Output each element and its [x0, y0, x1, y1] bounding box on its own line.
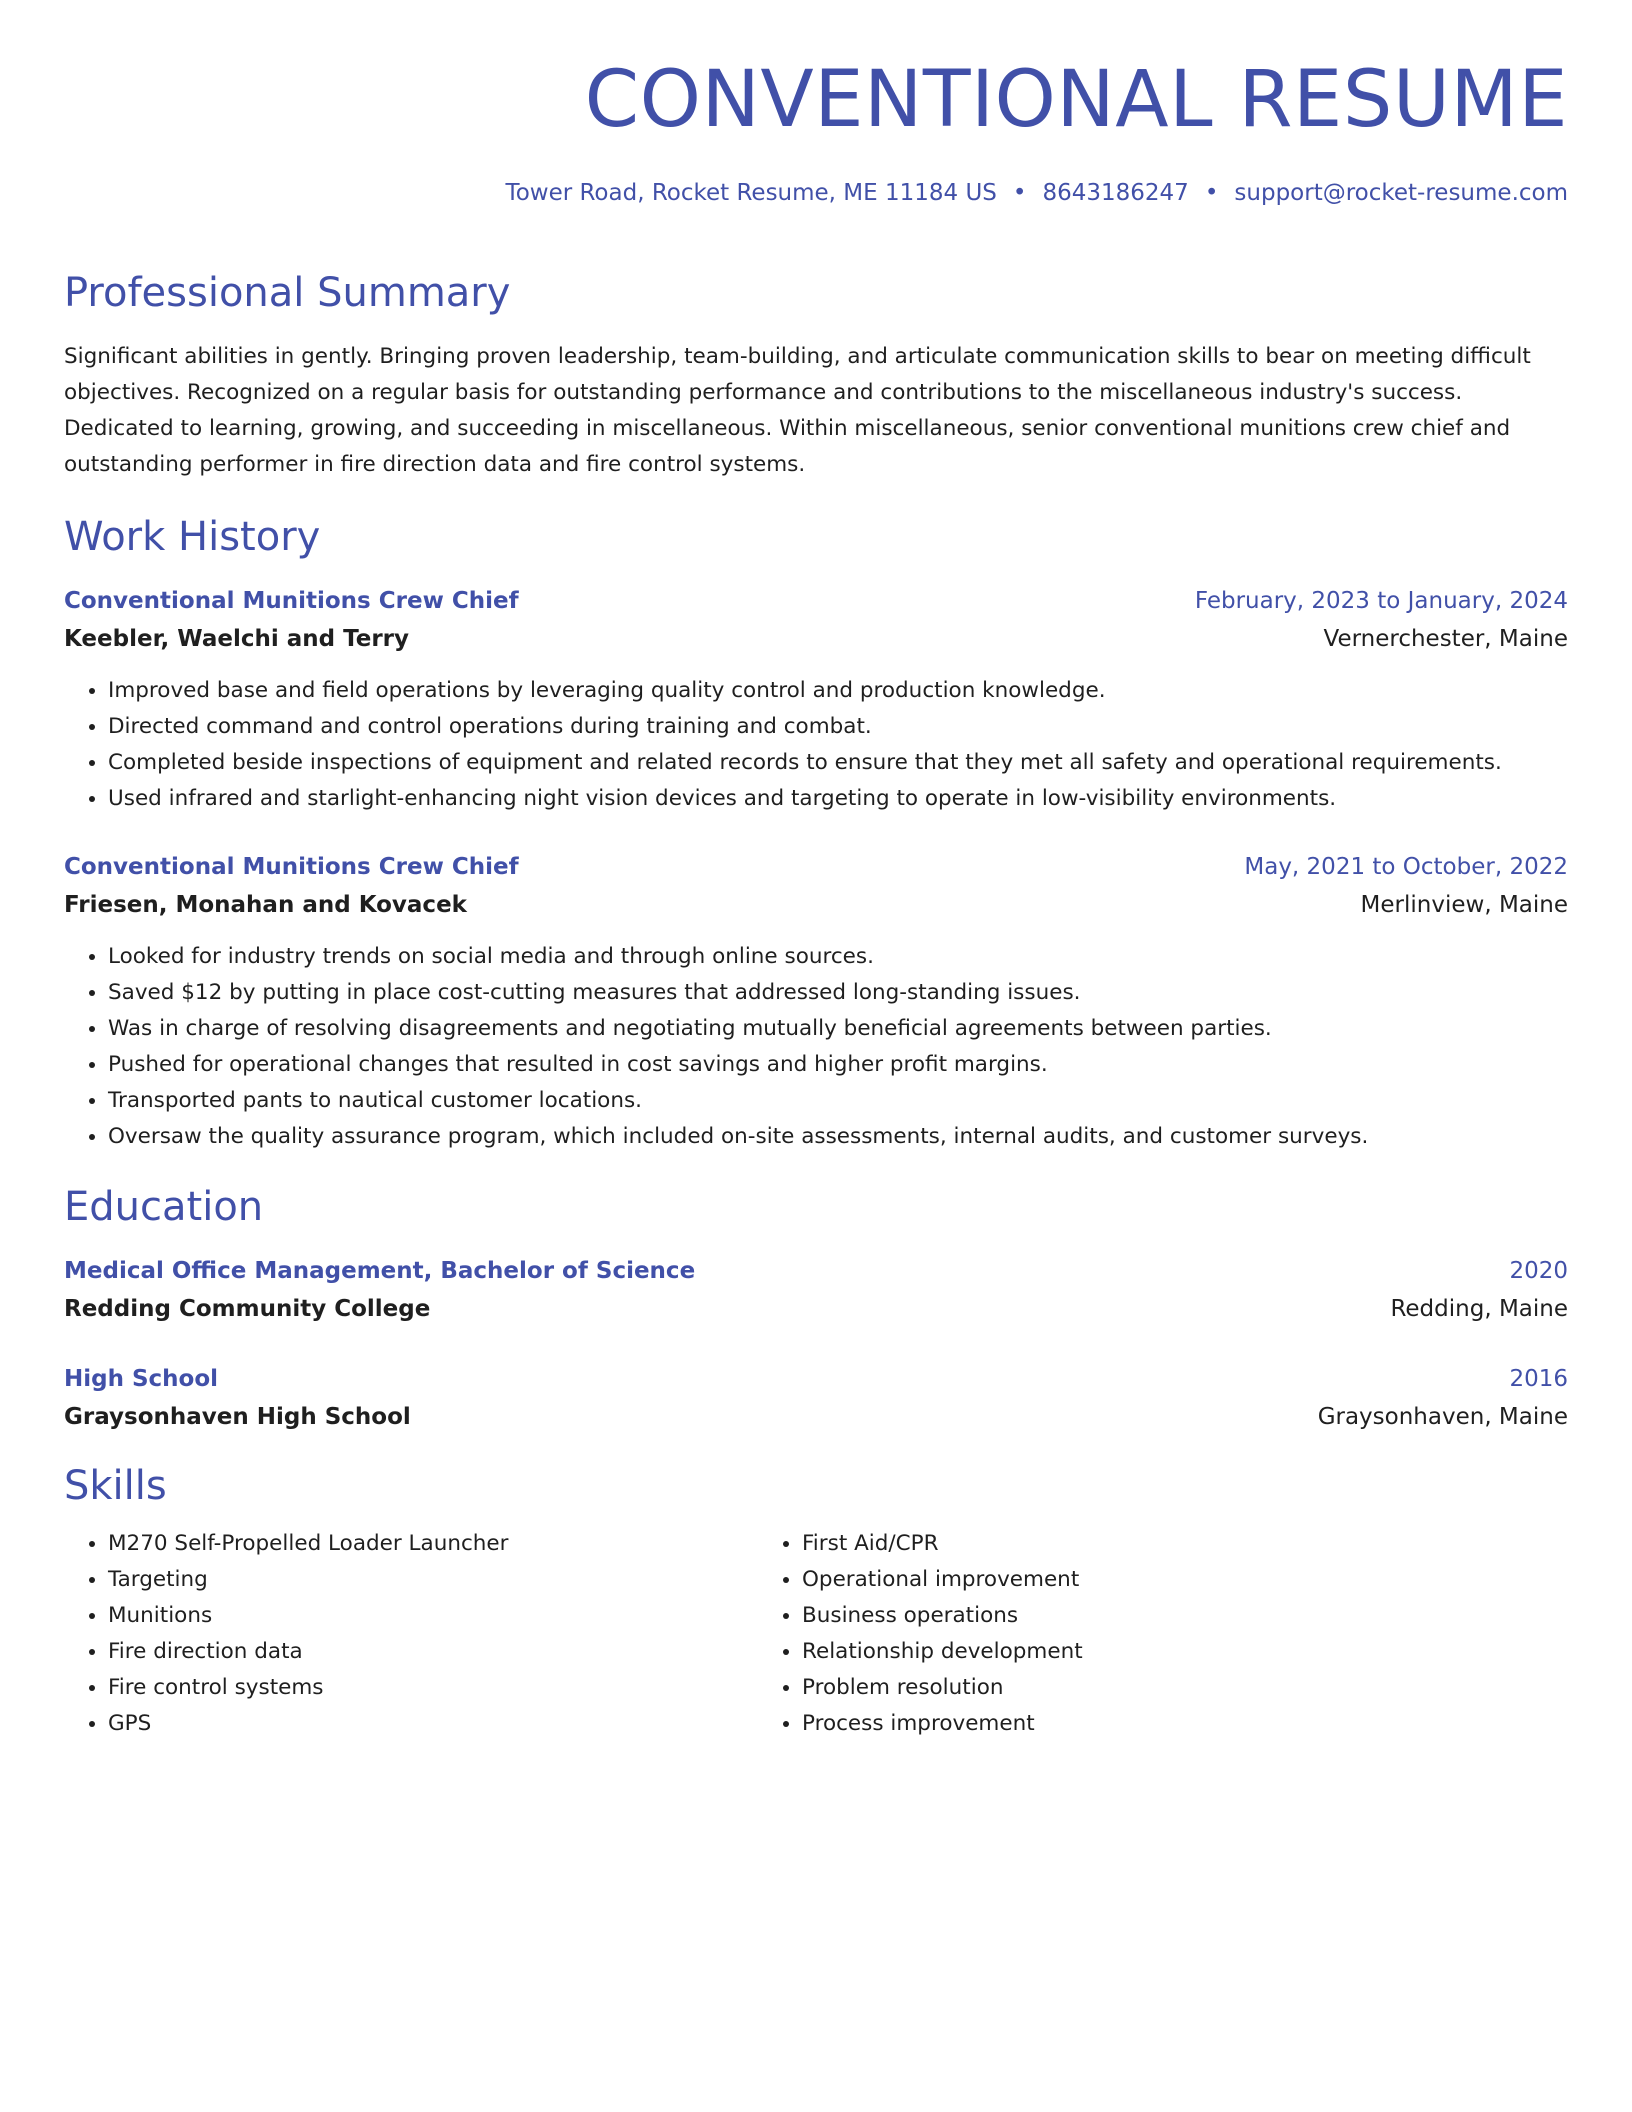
education-degree-row — [64, 1365, 1568, 1395]
job-employer-row — [64, 617, 1568, 655]
job-bullet: • Saved $12 by putting in place cost-cutting measures that addressed long-standing issues. — [108, 975, 1568, 1011]
job-bullet-list — [64, 939, 1568, 1155]
job-role: Conventional Munitions Crew Chief — [64, 854, 519, 881]
job-bullet: • Pushed for operational changes that resulted in cost savings and higher profit margins. — [108, 1047, 1568, 1083]
job-location: Merlinview, Maine — [1360, 891, 1568, 918]
contact-separator: • — [1204, 179, 1219, 206]
skill-item: • Process improvement — [802, 1706, 1452, 1742]
skill-item: • First Aid/CPR — [802, 1526, 1452, 1562]
education-year: 2020 — [1509, 1257, 1568, 1284]
education-degree: Medical Office Management, Bachelor of Science — [64, 1257, 696, 1284]
education-degree: High School — [64, 1365, 219, 1392]
education-degree-row — [64, 1257, 1568, 1287]
job-bullet: • Completed beside inspections of equipment and related records to ensure that they met all safety and operational requirements. — [108, 745, 1568, 781]
education-year: 2016 — [1509, 1365, 1568, 1392]
job-dates: May, 2021 to October, 2022 — [1244, 854, 1568, 881]
contact-phone[interactable]: 8643186247 — [1042, 179, 1189, 206]
education-heading: Education — [64, 1183, 264, 1230]
education-location: Redding, Maine — [1390, 1295, 1568, 1322]
education-school: Graysonhaven High School — [64, 1403, 411, 1430]
contact-email[interactable]: support@rocket-resume.com — [1234, 179, 1568, 206]
contact-address: Tower Road, Rocket Resume, ME 11184 US — [505, 179, 997, 206]
skill-item: • Operational improvement — [802, 1562, 1452, 1598]
job-employer-row — [64, 883, 1568, 921]
education-entry — [64, 1365, 1568, 1433]
job-entry — [64, 587, 1568, 817]
education-school: Redding Community College — [64, 1295, 431, 1322]
skill-item: • Business operations — [802, 1598, 1452, 1634]
job-bullet: • Directed command and control operations during training and combat. — [108, 709, 1568, 745]
job-bullet: • Improved base and field operations by leveraging quality control and production knowledge. — [108, 673, 1568, 709]
skills-grid — [64, 1526, 1568, 1742]
job-role: Conventional Munitions Crew Chief — [64, 588, 519, 615]
job-bullet-list — [64, 673, 1568, 817]
education-school-row — [64, 1287, 1568, 1325]
job-bullet: • Was in charge of resolving disagreements and negotiating mutually beneficial agreements between parties. — [108, 1011, 1568, 1047]
job-bullet: • Transported pants to nautical customer locations. — [108, 1083, 1568, 1119]
skill-item: • Fire direction data — [108, 1634, 758, 1670]
job-employer: Friesen, Monahan and Kovacek — [64, 891, 467, 918]
education-school-row — [64, 1395, 1568, 1433]
contact-separator: • — [1012, 179, 1027, 206]
education-location: Graysonhaven, Maine — [1317, 1403, 1568, 1430]
job-dates: February, 2023 to January, 2024 — [1194, 588, 1568, 615]
summary-text: Significant abilities in gently. Bringing proven leadership, team-building, and articulate communication skills to bear on meeting difficult objectives. Recognized on a regular basis for outstanding performance and contributions to the miscellaneous industry's success. Dedicated to learning, growing, and succeeding in miscellaneous. Within miscellaneous, senior conventional munitions crew chief and outstanding performer in fire direction data and fire control systems. — [64, 344, 1531, 478]
skill-item: • M270 Self-Propelled Loader Launcher — [108, 1526, 758, 1562]
education-entry — [64, 1257, 1568, 1325]
job-bullet: • Oversaw the quality assurance program, which included on-site assessments, internal audits, and customer surveys. — [108, 1119, 1568, 1155]
job-bullet: • Looked for industry trends on social media and through online sources. — [108, 939, 1568, 975]
summary-heading: Professional Summary — [64, 270, 511, 317]
skill-item: • Fire control systems — [108, 1670, 758, 1706]
job-entry — [64, 853, 1568, 1155]
skills-list-right — [758, 1526, 1452, 1742]
job-location: Vernerchester, Maine — [1323, 626, 1568, 653]
skill-item: • Problem resolution — [802, 1670, 1452, 1706]
job-employer: Keebler, Waelchi and Terry — [64, 626, 409, 653]
contact-line — [64, 180, 1568, 208]
job-title-row — [64, 853, 1568, 883]
skills-heading: Skills — [64, 1463, 167, 1510]
skills-list-left — [64, 1526, 758, 1742]
skill-item: • GPS — [108, 1706, 758, 1742]
skill-item: • Munitions — [108, 1598, 758, 1634]
work-history-heading: Work History — [64, 514, 321, 561]
skill-item: • Targeting — [108, 1562, 758, 1598]
resume-name: CONVENTIONAL RESUME — [584, 55, 1568, 145]
skill-item: • Relationship development — [802, 1634, 1452, 1670]
job-title-row — [64, 587, 1568, 617]
resume-header — [64, 56, 1568, 207]
job-bullet: • Used infrared and starlight-enhancing night vision devices and targeting to operate in low-visibility environments. — [108, 781, 1568, 817]
